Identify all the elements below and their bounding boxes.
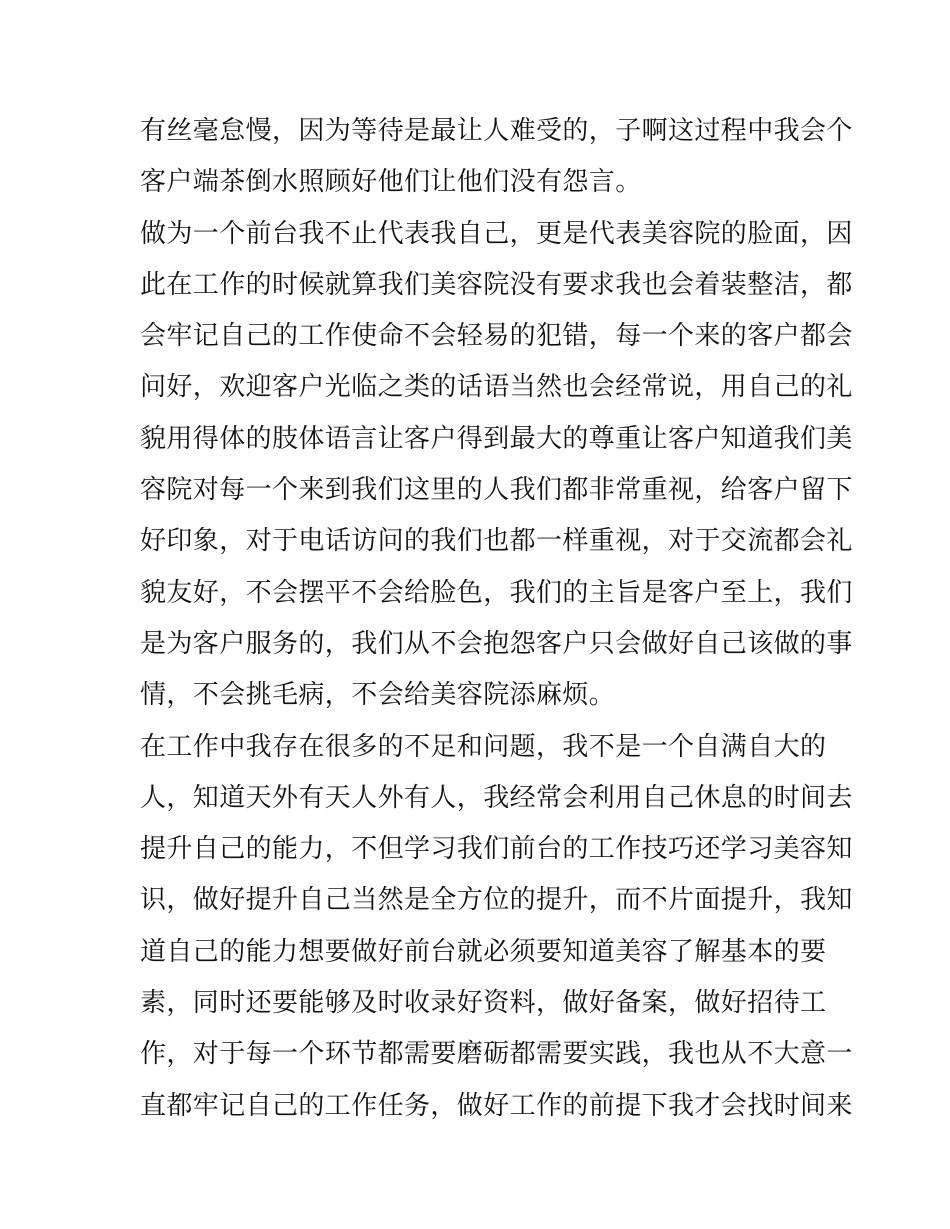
text-line: 容院对每一个来到我们这里的人我们都非常重视，给客户留下: [140, 475, 853, 506]
text-line: 直都牢记自己的工作任务，做好工作的前提下我才会找时间来: [140, 1090, 853, 1121]
text-line: 貌用得体的肢体语言让客户得到最大的尊重让客户知道我们美: [140, 423, 853, 454]
text-line: 有丝毫怠慢，因为等待是最让人难受的，子啊这过程中我会个: [140, 116, 853, 146]
text-line: 在工作中我存在很多的不足和问题，我不是一个自满自大的: [140, 731, 827, 762]
body-text: [140, 106, 853, 1132]
text-line: 提升自己的能力，不但学习我们前台的工作技巧还学习美容知: [140, 834, 853, 865]
text-line: 此在工作的时候就算我们美容院没有要求我也会着装整洁，都: [140, 269, 853, 300]
text-line: 情，不会挑毛病，不会给美容院添麻烦。: [140, 680, 616, 711]
text-line: 客户端茶倒水照顾好他们让他们没有怨言。: [140, 167, 642, 198]
text-line: 识，做好提升自己当然是全方位的提升，而不片面提升，我知: [140, 885, 853, 916]
text-line: 作，对于每一个环节都需要磨砺都需要实践，我也从不大意一: [140, 1039, 853, 1070]
text-line: 会牢记自己的工作使命不会轻易的犯错，每一个来的客户都会: [140, 321, 853, 352]
text-line: 貌友好，不会摆平不会给脸色，我们的主旨是客户至上，我们: [140, 577, 853, 608]
text-line: 是为客户服务的，我们从不会抱怨客户只会做好自己该做的事: [140, 628, 853, 659]
text-line: 素，同时还要能够及时收录好资料，做好备案，做好招待工: [140, 988, 827, 1019]
text-line: 人，知道天外有天人外有人，我经常会利用自己休息的时间去: [140, 782, 853, 813]
text-line: 做为一个前台我不止代表我自己，更是代表美容院的脸面，因: [140, 218, 853, 249]
text-line: 道自己的能力想要做好前台就必须要知道美容了解基本的要: [140, 936, 827, 967]
text-line: 好印象，对于电话访问的我们也都一样重视，对于交流都会礼: [140, 526, 853, 557]
text-line: 问好，欢迎客户光临之类的话语当然也会经常说，用自己的礼: [140, 372, 853, 403]
